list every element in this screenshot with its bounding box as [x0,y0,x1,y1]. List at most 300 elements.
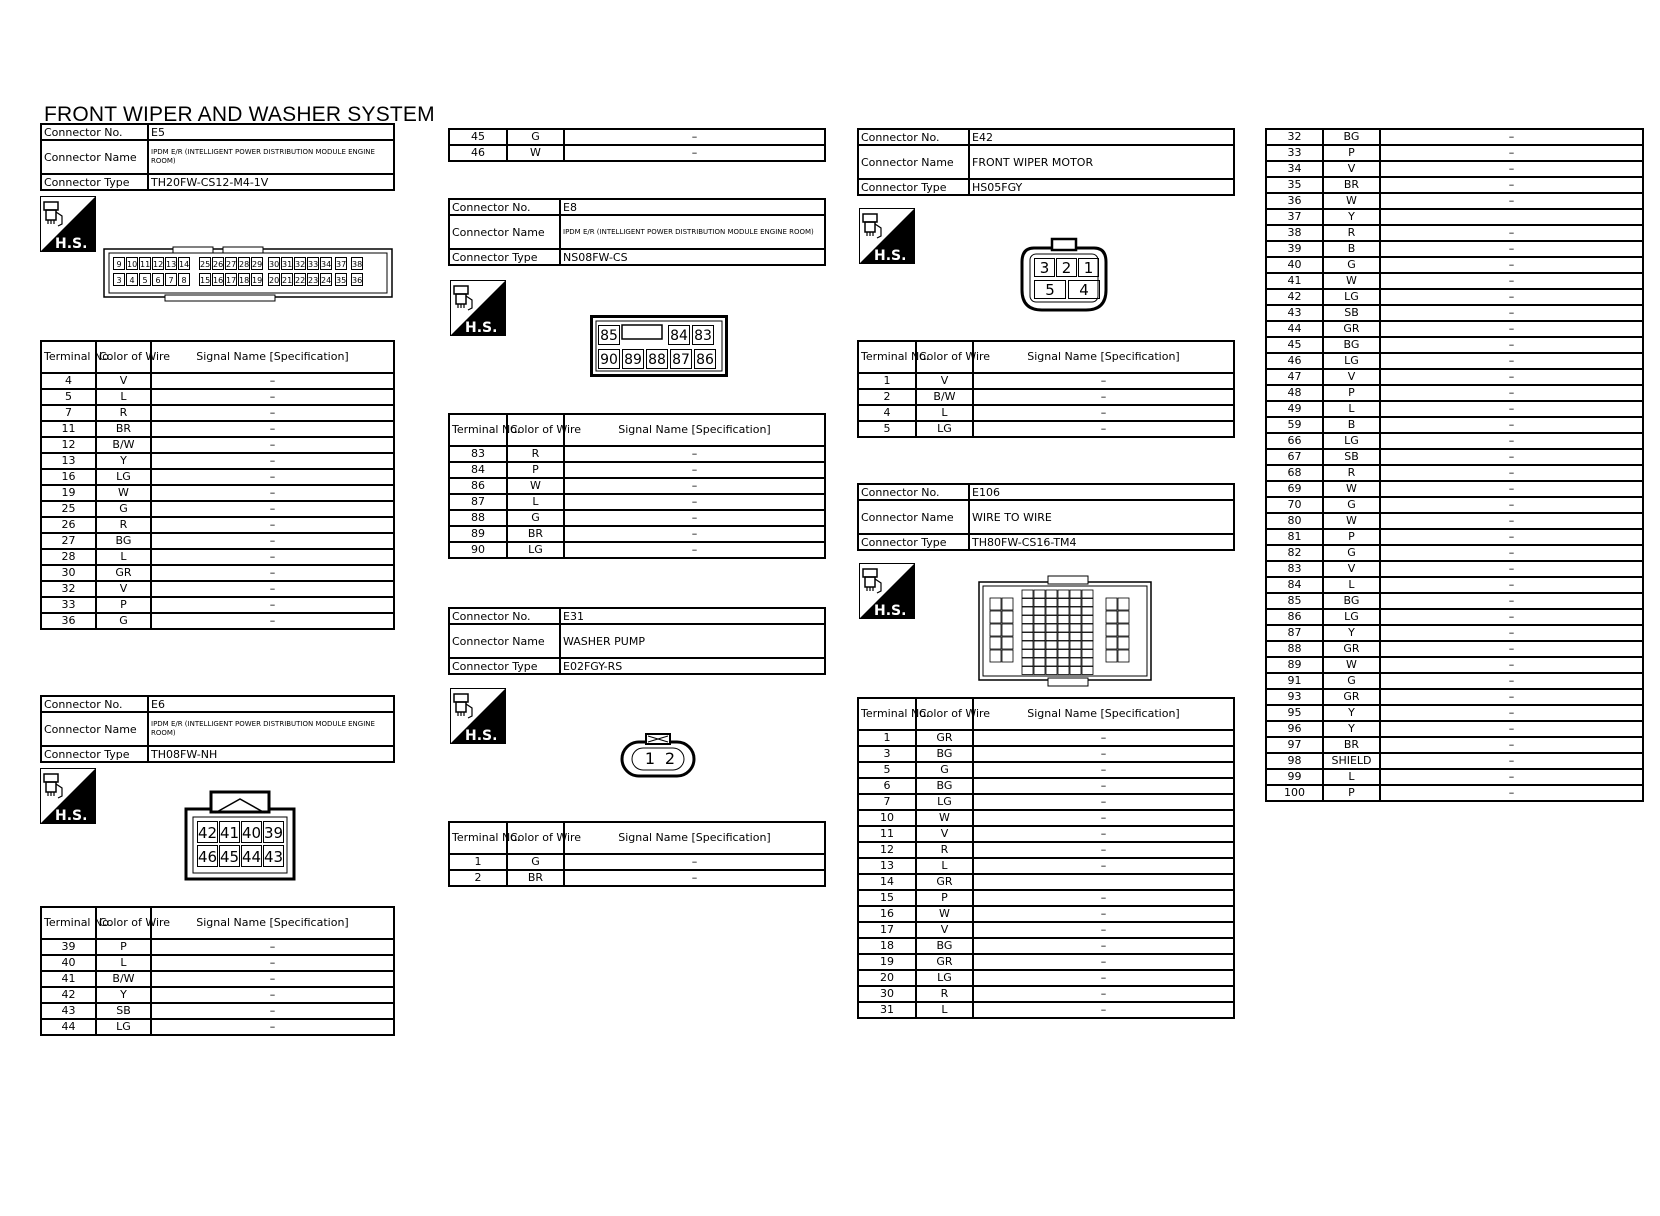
wire-color: BG [1323,593,1380,609]
pin-label: 87 [670,349,692,369]
terminal-no: 39 [41,939,96,955]
terminal-no: 1 [449,854,507,870]
connector-e6-header [40,695,395,763]
wire-color: P [507,462,564,478]
table-row [41,581,394,597]
wire-color: V [916,922,973,938]
th-terminal: Terminal No. [858,698,916,730]
wire-color: R [96,517,151,533]
wire-color: LG [1323,289,1380,305]
pin-label: 45 [219,845,240,867]
pin-label: 90 [598,349,620,369]
table-row [858,778,1234,794]
pin-cell [1002,624,1013,636]
terminal-no: 4 [858,405,916,421]
terminal-no: 17 [858,922,916,938]
signal-name: – [1380,577,1643,593]
terminal-no: 33 [1266,145,1323,161]
table-row [1266,401,1643,417]
signal-name: – [564,854,825,870]
terminal-no: 44 [41,1019,96,1035]
hs-label: H.S. [465,320,498,336]
pin-label: 3 [113,273,125,286]
pin-cell [1058,599,1069,607]
wire-color: W [1323,193,1380,209]
wire-color: L [1323,769,1380,785]
th-terminal: Terminal No. [41,907,96,939]
pin-cell [1106,624,1117,636]
pin-label: 1 [644,749,656,768]
table-row [858,421,1234,437]
wire-color: LG [96,1019,151,1035]
signal-name: – [1380,417,1643,433]
wire-color: GR [916,874,973,890]
table-row [41,421,394,437]
terminal-no: 81 [1266,529,1323,545]
pin-cell [1034,590,1045,598]
wire-color: LG [96,469,151,485]
pin-label: 24 [320,273,332,286]
pin-cell [1106,650,1117,662]
table-row [41,405,394,421]
label-connector-no: Connector No. [858,129,969,145]
wire-color: BG [916,778,973,794]
signal-name: – [564,462,825,478]
pin-label: 26 [212,257,224,270]
pin-cell [1022,607,1033,615]
wire-color: LG [916,794,973,810]
wire-color: V [1323,369,1380,385]
table-row [858,373,1234,389]
terminal-no: 90 [449,542,507,558]
wire-color: V [916,373,973,389]
th-signal: Signal Name [Specification] [973,698,1234,730]
pin-cell [1034,650,1045,658]
terminal-no: 42 [1266,289,1323,305]
table-row [41,453,394,469]
terminal-no: 12 [858,842,916,858]
wire-color: LG [1323,353,1380,369]
table-row [41,939,394,955]
terminal-no: 18 [858,938,916,954]
table-row [41,1003,394,1019]
signal-name: – [151,955,394,971]
terminal-no: 40 [1266,257,1323,273]
terminal-no: 13 [41,453,96,469]
pin-cell [1022,599,1033,607]
pin-cell [1082,624,1093,632]
signal-name: – [973,858,1234,874]
wire-color: G [507,510,564,526]
signal-name: – [973,970,1234,986]
wire-color: BR [507,870,564,886]
connector-e5-header [40,123,395,191]
wire-color: GR [96,565,151,581]
pin-cell [990,598,1001,610]
th-signal: Signal Name [Specification] [564,822,825,854]
signal-name: – [564,145,825,161]
pin-label: 22 [294,273,306,286]
terminal-no: 97 [1266,737,1323,753]
wire-color: W [1323,513,1380,529]
terminal-no: 34 [1266,161,1323,177]
terminal-no: 43 [41,1003,96,1019]
signal-name: – [151,501,394,517]
terminal-no: 33 [41,597,96,613]
terminal-no: 85 [1266,593,1323,609]
table-row [858,842,1234,858]
page-title: FRONT WIPER AND WASHER SYSTEM [44,103,435,126]
table-row [1266,385,1643,401]
pin-label: 43 [263,845,284,867]
table-row [41,613,394,629]
wire-color: G [1323,257,1380,273]
signal-name: – [564,129,825,145]
terminal-no: 87 [449,494,507,510]
pin-cell [1070,633,1081,641]
table-row [858,858,1234,874]
signal-name: – [564,542,825,558]
table-row [41,971,394,987]
wire-color: Y [96,453,151,469]
pin-label: 85 [598,325,620,345]
terminal-no: 36 [1266,193,1323,209]
e5-terminal-table [40,340,395,630]
table-row [1266,689,1643,705]
pin-cell [1058,650,1069,658]
signal-name: – [1380,145,1643,161]
pin-cell [1046,641,1057,649]
wire-color: G [507,129,564,145]
wire-color: P [96,597,151,613]
pin-cell [1046,633,1057,641]
wire-color: W [916,810,973,826]
table-row [41,469,394,485]
pin-label: 14 [178,257,190,270]
terminal-no: 70 [1266,497,1323,513]
table-row [41,597,394,613]
table-row [1266,561,1643,577]
pin-label: 36 [351,273,363,286]
table-row [1266,609,1643,625]
pin-cell [1034,658,1045,666]
table-row [1266,289,1643,305]
terminal-no: 10 [858,810,916,826]
pin-cell [1058,607,1069,615]
pin-cell [1002,637,1013,649]
wire-color: BG [96,533,151,549]
e106-name: WIRE TO WIRE [969,500,1234,534]
terminal-no: 15 [858,890,916,906]
e8-no: E8 [560,199,825,215]
signal-name: – [1380,273,1643,289]
table-row [1266,241,1643,257]
terminal-no: 42 [41,987,96,1003]
wire-color: GR [916,954,973,970]
pin-cell [990,637,1001,649]
wire-color: R [916,986,973,1002]
signal-name: – [973,405,1234,421]
connector-e31-header [448,607,826,675]
terminal-no: 7 [858,794,916,810]
terminal-no: 59 [1266,417,1323,433]
table-row [1266,305,1643,321]
pin-label: 84 [668,325,690,345]
pin-cell [990,611,1001,623]
e42-terminal-table [857,340,1235,438]
e106-terminal-table [857,697,1235,1019]
signal-name: – [1380,641,1643,657]
wire-color: G [1323,497,1380,513]
wire-color: B [1323,241,1380,257]
pin-cell [1070,616,1081,624]
terminal-no: 27 [41,533,96,549]
wire-color: V [1323,161,1380,177]
pin-cell [1034,599,1045,607]
terminal-no: 45 [449,129,507,145]
signal-name: – [151,1019,394,1035]
table-row [449,526,825,542]
label-connector-type: Connector Type [449,658,560,674]
signal-name: – [973,906,1234,922]
pin-label: 83 [692,325,714,345]
signal-name: – [1380,625,1643,641]
pin-label: 86 [694,349,716,369]
signal-name: – [151,437,394,453]
wire-color: L [916,405,973,421]
wire-color: L [96,955,151,971]
terminal-no: 1 [858,373,916,389]
signal-name: – [151,485,394,501]
table-row [858,874,1234,890]
pin-cell [1022,658,1033,666]
signal-name: – [973,389,1234,405]
signal-name: – [973,810,1234,826]
terminal-no: 49 [1266,401,1323,417]
wire-color: P [916,890,973,906]
terminal-no: 20 [858,970,916,986]
table-row [41,549,394,565]
terminal-no: 41 [1266,273,1323,289]
th-terminal: Terminal No. [41,341,96,373]
terminal-no: 5 [41,389,96,405]
terminal-no: 32 [41,581,96,597]
hs-label: H.S. [55,236,88,252]
table-row [1266,257,1643,273]
wire-color: P [1323,145,1380,161]
e8-name: IPDM E/R (INTELLIGENT POWER DISTRIBUTION MODULE ENGINE ROOM) [560,215,825,249]
signal-name: – [1380,513,1643,529]
pin-cell [1070,590,1081,598]
pin-cell [1118,624,1129,636]
pin-label: 40 [241,821,262,843]
terminal-no: 38 [1266,225,1323,241]
signal-name: – [973,1002,1234,1018]
signal-name: – [1380,769,1643,785]
pin-label: 39 [263,821,284,843]
signal-name: – [564,446,825,462]
pin-cell [990,624,1001,636]
th-signal: Signal Name [Specification] [151,907,394,939]
signal-name: – [151,517,394,533]
terminal-no: 40 [41,955,96,971]
wire-color: W [1323,657,1380,673]
table-row [858,890,1234,906]
e42-connector-diagram [1020,238,1108,312]
signal-name: – [151,971,394,987]
signal-name: – [1380,481,1643,497]
terminal-no: 2 [449,870,507,886]
terminal-no: 32 [1266,129,1323,145]
wire-color: Y [1323,705,1380,721]
label-connector-name: Connector Name [449,624,560,658]
table-row [858,810,1234,826]
wire-color: SB [1323,449,1380,465]
connector-e42-header [857,128,1235,196]
pin-label: 25 [199,257,211,270]
pin-cell [1082,633,1093,641]
pin-label: 2 [664,749,676,768]
pin-cell [1070,667,1081,675]
wire-color: BG [1323,337,1380,353]
wire-color: G [96,501,151,517]
label-connector-no: Connector No. [858,484,969,500]
pin-label: 5 [139,273,151,286]
wire-color: L [507,494,564,510]
pin-cell [1046,616,1057,624]
pin-cell [1022,667,1033,675]
th-terminal: Terminal No. [449,414,507,446]
table-row [41,501,394,517]
table-row [858,405,1234,421]
pin-cell [1046,624,1057,632]
table-row [858,826,1234,842]
pin-cell [1046,599,1057,607]
signal-name: – [973,954,1234,970]
pin-label: 7 [165,273,177,286]
e106-connector-diagram [978,576,1152,686]
signal-name: – [1380,721,1643,737]
table-row [858,730,1234,746]
wire-color: B [1323,417,1380,433]
table-row [1266,529,1643,545]
th-terminal: Terminal No. [858,341,916,373]
signal-name: – [1380,289,1643,305]
signal-name: – [1380,369,1643,385]
pin-label: 42 [197,821,218,843]
pin-label: 41 [219,821,240,843]
table-row [1266,545,1643,561]
wire-color: W [507,478,564,494]
pin-cell [1082,590,1093,598]
connector-e106-header [857,483,1235,551]
table-row [1266,129,1643,145]
pin-cell [1022,624,1033,632]
signal-name [1380,209,1643,225]
pin-label: 11 [139,257,151,270]
table-row [1266,193,1643,209]
table-row [858,746,1234,762]
wire-color: L [96,549,151,565]
th-color: Color of Wire [96,341,151,373]
signal-name: – [151,421,394,437]
terminal-no: 91 [1266,673,1323,689]
terminal-no: 5 [858,762,916,778]
signal-name: – [1380,385,1643,401]
table-row [41,955,394,971]
terminal-no: 16 [41,469,96,485]
terminal-no: 86 [449,478,507,494]
pin-label: 46 [197,845,218,867]
terminal-no: 5 [858,421,916,437]
pin-cell [1034,607,1045,615]
pin-cell [1058,633,1069,641]
pin-label: 30 [268,257,280,270]
terminal-no: 35 [1266,177,1323,193]
signal-name: – [151,389,394,405]
table-row [858,986,1234,1002]
table-row [858,1002,1234,1018]
table-row [449,494,825,510]
terminal-no: 89 [449,526,507,542]
signal-name: – [151,549,394,565]
terminal-no: 98 [1266,753,1323,769]
pin-cell [1002,598,1013,610]
signal-name: – [1380,177,1643,193]
signal-name: – [973,986,1234,1002]
pin-cell [1058,616,1069,624]
table-row [858,389,1234,405]
pin-cell [1058,658,1069,666]
pin-cell [1082,616,1093,624]
pin-cell [1034,641,1045,649]
pin-cell [1002,650,1013,662]
terminal-no: 84 [1266,577,1323,593]
table-row [449,854,825,870]
signal-name: – [151,405,394,421]
e42-no: E42 [969,129,1234,145]
table-row [1266,337,1643,353]
pin-label: 44 [241,845,262,867]
hs-label: H.S. [55,808,88,824]
signal-name: – [564,478,825,494]
pin-cell [1082,599,1093,607]
pin-cell [1082,667,1093,675]
table-row [41,565,394,581]
signal-name: – [564,870,825,886]
e106-no: E106 [969,484,1234,500]
signal-name: – [1380,161,1643,177]
terminal-no: 14 [858,874,916,890]
label-connector-no: Connector No. [41,124,148,140]
signal-name: – [973,778,1234,794]
signal-name: – [973,746,1234,762]
wire-color: B/W [96,971,151,987]
wire-color: BR [1323,737,1380,753]
table-row [1266,465,1643,481]
wire-color: LG [916,421,973,437]
connector-e8-header [448,198,826,266]
pin-label: 28 [238,257,250,270]
signal-name: – [1380,737,1643,753]
label-connector-type: Connector Type [449,249,560,265]
pin-label: 19 [251,273,263,286]
wire-color: Y [96,987,151,1003]
signal-name: – [973,922,1234,938]
pin-label: 32 [294,257,306,270]
terminal-no: 69 [1266,481,1323,497]
wire-color: BR [507,526,564,542]
